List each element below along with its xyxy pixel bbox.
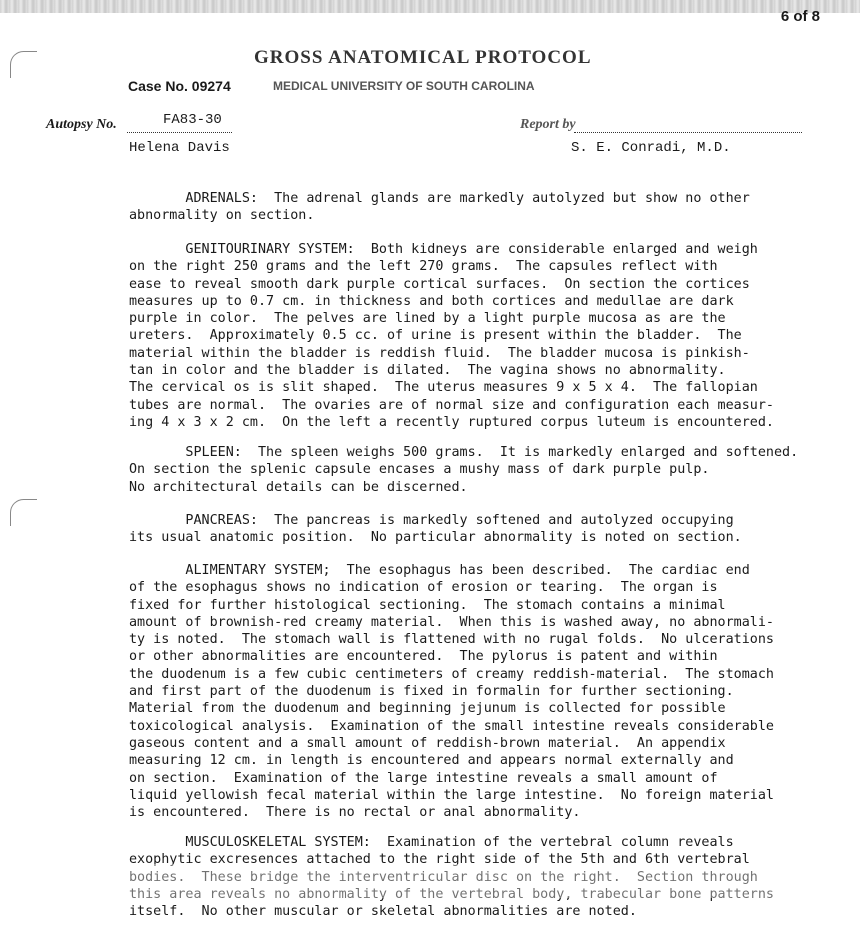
section-text-line: The cervical os is slit shaped. The uterus measures 9 x 5 x 4. The fallopian bbox=[129, 380, 758, 396]
scan-edge-band bbox=[0, 0, 860, 13]
section-text-line: ALIMENTARY SYSTEM; The esophagus has been described. The cardiac end bbox=[129, 563, 750, 578]
section-text-line: MUSCULOSKELETAL SYSTEM: Examination of the vertebral column reveals bbox=[129, 835, 734, 850]
punch-hole-mark bbox=[10, 51, 37, 78]
section-text-line: material within the bladder is reddish fluid. The bladder mucosa is pinkish- bbox=[129, 345, 750, 361]
document-title: GROSS ANATOMICAL PROTOCOL bbox=[254, 47, 592, 68]
section-text-line: this area reveals no abnormality of the vertebral body, trabecular bone patterns bbox=[129, 886, 774, 902]
section-text-line: ing 4 x 3 x 2 cm. On the left a recently ruptured corpus luteum is encountered. bbox=[129, 414, 774, 430]
section-text-line: ease to reveal smooth dark purple cortical surfaces. On section the cortices bbox=[129, 276, 750, 292]
section-text-line: or other abnormalities are encountered. The pylorus is patent and within bbox=[129, 649, 718, 665]
section-text-line: No architectural details can be discerned. bbox=[129, 479, 468, 495]
section-text-line: PANCREAS: The pancreas is markedly softened and autolyzed occupying bbox=[129, 513, 734, 528]
section-text-line: measuring 12 cm. in length is encountered and appears normal externally and bbox=[129, 753, 734, 769]
section-text-line: amount of brownish-red creamy material. When this is washed away, no abnormali- bbox=[129, 614, 774, 630]
section-text-line: ureters. Approximately 0.5 cc. of urine is present within the bladder. The bbox=[129, 328, 742, 344]
section-text-line: and first part of the duodenum is fixed in formalin for further sectioning. bbox=[129, 684, 734, 700]
report-by-label: Report by bbox=[520, 117, 576, 132]
section-genitourinary-system bbox=[129, 241, 839, 431]
section-text-line: exophytic excresences attached to the right side of the 5th and 6th vertebral bbox=[129, 852, 750, 868]
section-text-line: purple in color. The pelves are lined by a light purple mucosa as are the bbox=[129, 311, 726, 327]
section-text-line: is encountered. There is no rectal or anal abnormality. bbox=[129, 805, 581, 821]
page-number: 6 of 8 bbox=[780, 8, 820, 25]
section-text-line: liquid yellowish fecal material within the large intestine. No foreign material bbox=[129, 787, 774, 803]
autopsy-number-label: Autopsy No. bbox=[46, 117, 117, 132]
autopsy-number: FA83-30 bbox=[163, 112, 222, 128]
section-text-line: bodies. These bridge the interventricular disc on the right. Section through bbox=[129, 869, 758, 885]
institution-name: MEDICAL UNIVERSITY OF SOUTH CAROLINA bbox=[273, 79, 535, 93]
section-text-line: toxicological analysis. Examination of the small intestine reveals considerable bbox=[129, 718, 774, 734]
section-text-line: abnormality on section. bbox=[129, 208, 315, 224]
section-text-line: its usual anatomic position. No particular abnormality is noted on section. bbox=[129, 530, 742, 546]
section-text-line: gaseous content and a small amount of reddish-brown material. An appendix bbox=[129, 735, 726, 751]
section-pancreas bbox=[129, 512, 839, 547]
section-adrenals bbox=[129, 190, 839, 225]
section-text-line: measures up to 0.7 cm. in thickness and both cortices and medullae are dark bbox=[129, 293, 734, 309]
patient-name: Helena Davis bbox=[129, 140, 230, 156]
section-alimentary-system bbox=[129, 562, 839, 821]
section-text-line: tubes are normal. The ovaries are of normal size and configuration each measur- bbox=[129, 397, 774, 413]
section-text-line: itself. No other muscular or skeletal abnormalities are noted. bbox=[129, 904, 637, 920]
section-text-line: ty is noted. The stomach wall is flattened with no rugal folds. No ulcerations bbox=[129, 632, 774, 648]
section-text-line: Material from the duodenum and beginning jejunum is collected for possible bbox=[129, 701, 726, 717]
punch-hole-mark bbox=[10, 499, 37, 526]
section-text-line: the duodenum is a few cubic centimeters of creamy reddish-material. The stomach bbox=[129, 666, 774, 682]
case-number: Case No. 09274 bbox=[128, 78, 231, 94]
section-text-line: of the esophagus shows no indication of erosion or tearing. The organ is bbox=[129, 580, 718, 596]
section-text-line: SPLEEN: The spleen weighs 500 grams. It is markedly enlarged and softened. bbox=[129, 445, 799, 460]
section-spleen bbox=[129, 444, 839, 496]
faded-scan-area bbox=[129, 864, 829, 898]
section-text-line: on the right 250 grams and the left 270 grams. The capsules reflect with bbox=[129, 259, 718, 275]
pathologist-name: S. E. Conradi, M.D. bbox=[571, 140, 731, 156]
section-text-line: GENITOURINARY SYSTEM: Both kidneys are considerable enlarged and weigh bbox=[129, 242, 758, 257]
section-text-line: on section. Examination of the large intestine reveals a small amount of bbox=[129, 770, 718, 786]
section-text-line: ADRENALS: The adrenal glands are markedly autolyzed but show no other bbox=[129, 191, 750, 206]
report-by-underline bbox=[574, 132, 802, 133]
autopsy-number-underline bbox=[127, 132, 232, 133]
section-text-line: fixed for further histological sectioning. The stomach contains a minimal bbox=[129, 597, 726, 613]
section-text-line: On section the splenic capsule encases a mushy mass of dark purple pulp. bbox=[129, 462, 710, 478]
section-text-line: tan in color and the bladder is dilated. The vagina shows no abnormality. bbox=[129, 363, 726, 379]
